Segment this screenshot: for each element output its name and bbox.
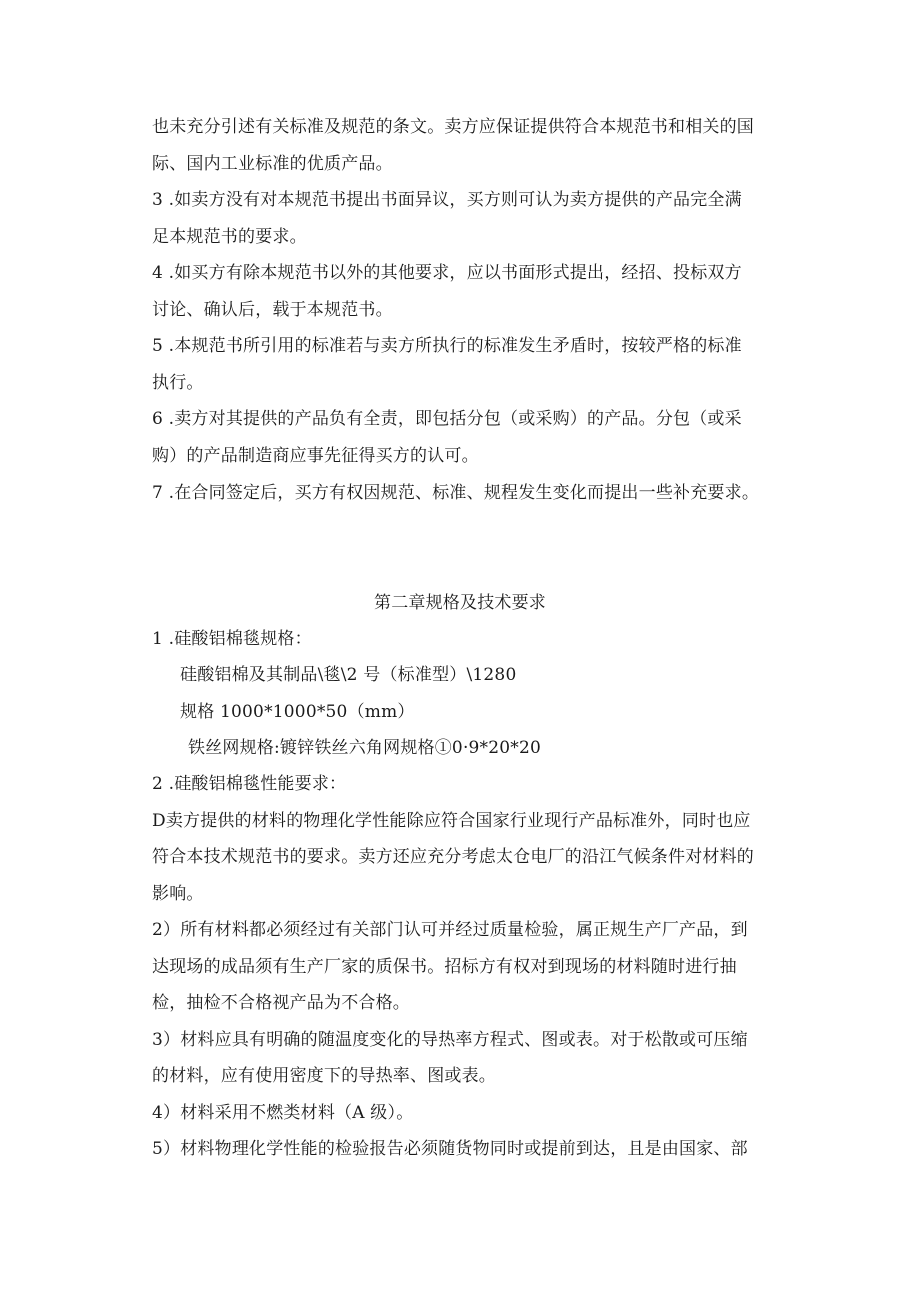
clause-5-line: 5 .本规范书所引用的标准若与卖方所执行的标准发生矛盾时，按较严格的标准 [152,336,742,356]
paragraph-line: 也未充分引述有关标准及规范的条文。卖方应保证提供符合本规范书和相关的国 [152,117,754,137]
requirement-line: 达现场的成品须有生产厂家的质保书。招标方有权对到现场的材料随时进行抽 [152,957,737,977]
clause-4-line: 讨论、确认后，载于本规范书。 [152,300,393,320]
item-2-title: 2 .硅酸铝棉毯性能要求： [152,774,347,794]
clause-6-line: 购）的产品制造商应事先征得买方的认可。 [152,446,479,466]
requirement-line: 3）材料应具有明确的随温度变化的导热率方程式、图或表。对于松散或可压缩 [152,1030,748,1050]
spec-line: 规格 1000*1000*50（mm） [180,702,415,722]
requirement-line: 检，抽检不合格视产品为不合格。 [152,993,410,1013]
clause-5-line: 执行。 [152,373,204,393]
spec-line: 硅酸铝棉及其制品\毯\2 号（标准型）\1280 [180,665,517,685]
wire-mesh-spec-line: 铁丝网规格:镀锌铁丝六角网规格①0·9*20*20 [188,738,542,758]
requirement-line: 符合本技术规范书的要求。卖方还应充分考虑太仓电厂的沿江气候条件对材料的 [152,847,754,867]
requirement-line: 的材料，应有使用密度下的导热率、图或表。 [152,1066,496,1086]
item-1-title: 1 .硅酸铝棉毯规格： [152,629,312,649]
clause-6-line: 6 .卖方对其提供的产品负有全责，即包括分包（或采购）的产品。分包（或采 [152,409,742,429]
clause-3-line: 3 .如卖方没有对本规范书提出书面异议，买方则可认为卖方提供的产品完全满 [152,190,742,210]
clause-4-line: 4 .如买方有除本规范书以外的其他要求，应以书面形式提出，经招、投标双方 [152,263,742,283]
requirement-line: 2）所有材料都必须经过有关部门认可并经过质量检验，属正规生产厂产品，到 [152,920,748,940]
requirement-line: D卖方提供的材料的物理化学性能除应符合国家行业现行产品标准外，同时也应 [152,811,751,831]
requirement-line: 4）材料采用不燃类材料（A 级）。 [152,1103,414,1123]
paragraph-line: 际、国内工业标准的优质产品。 [152,154,393,174]
requirement-line: 影响。 [152,884,204,904]
clause-7-line: 7 .在合同签定后，买方有权因规范、标准、规程发生变化而提出一些补充要求。 [152,483,760,503]
clause-3-line: 足本规范书的要求。 [152,227,307,247]
requirement-line: 5）材料物理化学性能的检验报告必须随货物同时或提前到达，且是由国家、部 [152,1139,748,1159]
chapter-heading: 第二章规格及技术要求 [374,593,546,613]
